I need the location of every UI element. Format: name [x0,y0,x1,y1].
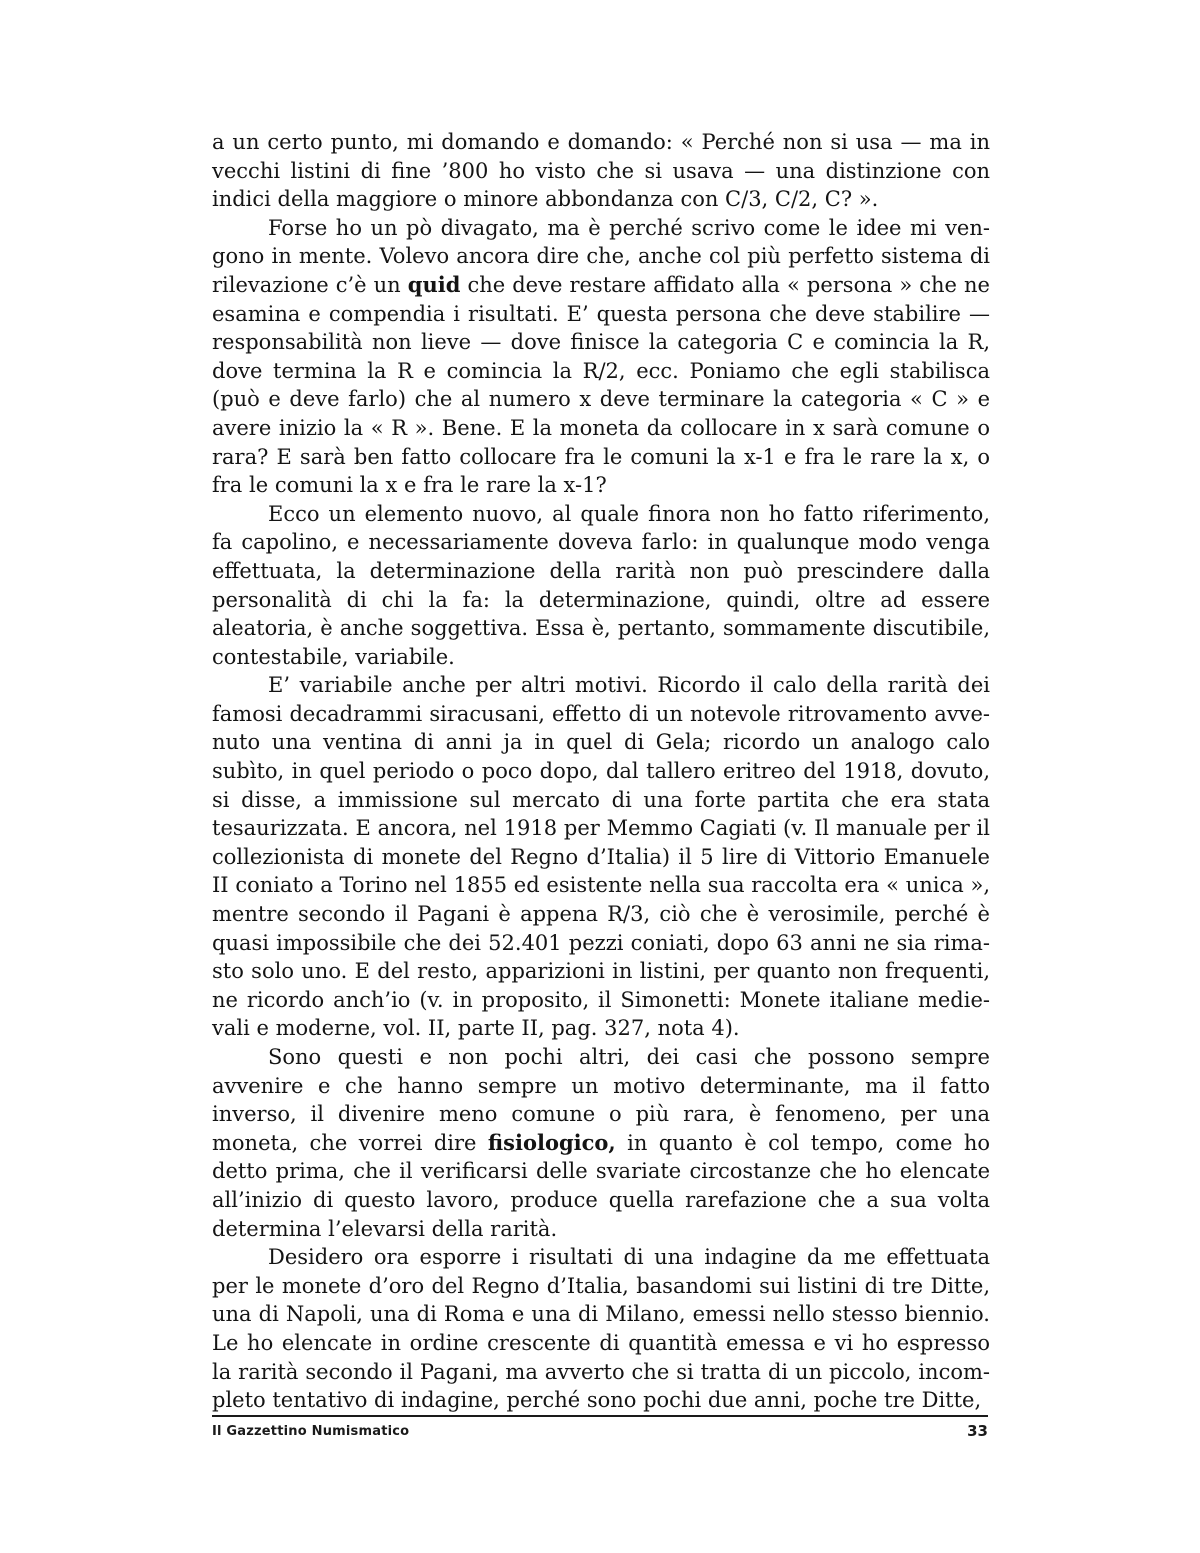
paragraph-text: a un certo punto, mi domando e domando: « Perché non si usa — ma in vecchi listini di fine ’800 ho visto che si usava — una distinzione con indici della maggiore o minore abbondanza con C/3, C/2, C? ». [212,130,990,212]
paragraph [212,1243,990,1415]
paragraph [212,128,990,214]
bold-term: quid [407,271,461,297]
paragraph-text: Desidero ora esporre i risultati di una indagine da me effettuata per le monete d’oro del Regno d’Italia, basandomi sui listini di tre Ditte, una di Napoli, una di Roma e una di Milano, emessi nello stesso biennio. Le ho elencate in ordine crescente di quantità emessa e vi ho espresso la rarità secondo il Pagani, ma avverto che si tratta di un piccolo, incompleto tentativo di indagine, perché sono pochi due anni, poche tre Ditte, [212,1245,990,1413]
page-number: 33 [967,1422,988,1440]
paragraph [212,214,990,500]
paragraph-text: Forse ho un pò divagato, ma è perché scrivo come le idee mi vengono in mente. Volevo ancora dire che, anche col più perfetto sistema di rilevazione c’è un [212,215,990,297]
paragraph [212,500,990,672]
body-text [212,128,990,1415]
paragraph [212,1043,990,1243]
footer-divider [212,1415,988,1417]
paragraph-text: Ecco un elemento nuovo, al quale finora non ho fatto riferimento, fa capolino, e necessariamente doveva farlo: in qualunque modo venga effettuata, la determinazione della rarità non può prescindere dalla personalità di chi la fa: la determinazione, quindi, oltre ad essere aleatoria, è anche soggettiva. Essa è, pertanto, sommamente discutibile, contestabile, variabile. [212,501,990,669]
paragraph-text: E’ variabile anche per altri motivi. Ricordo il calo della rarità dei famosi decadrammi siracusani, effetto di un notevole ritrovamento avvenuto una ventina di anni ja in quel di Gela; ricordo un analogo calo subìto, in quel periodo o poco dopo, dal tallero eritreo del 1918, dovuto, si disse, a immissione sul mercato di una forte partita che era stata tesaurizzata. E ancora, nel 1918 per Memmo Cagiati (v. Il manuale per il collezionista di monete del Regno d’Italia) il 5 lire di Vittorio Emanuele II coniato a Torino nel 1855 ed esistente nella sua raccolta era « unica », mentre secondo il Pagani è appena R/3, ciò che è verosimile, perché è quasi impossibile che dei 52.401 pezzi coniati, dopo 63 anni ne sia rimasto solo uno. E del resto, apparizioni in listini, per quanto non frequenti, ne ricordo anch’io (v. in proposito, il Simonetti: Monete italiane medievali e moderne, vol. II, parte II, pag. 327, nota 4). [212,673,990,1041]
paragraph-text: che deve restare affidato alla « persona » che ne esamina e compendia i risultati. E’ questa persona che deve stabilire — responsabilità non lieve — dove finisce la categoria C e comincia la R, dove termina la R e comincia la R/2, ecc. Poniamo che egli stabilisca (può e deve farlo) che al numero x deve terminare la categoria « C » e avere inizio la « R ». Bene. E la moneta da collocare in x sarà comune o rara? E sarà ben fatto collocare fra le comuni la x-1 e fra le rare la x, o fra le comuni la x e fra le rare la x-1? [212,272,990,498]
paragraph [212,671,990,1043]
paragraph-text: in quanto è col tempo, come ho detto prima, che il verificarsi delle svariate circostanze che ho elencate all’inizio di questo lavoro, produce quella rarefazione che a sua volta determina l’elevarsi della rarità. [212,1130,990,1241]
paragraph-text: Sono questi e non pochi altri, dei casi che possono sempre avvenire e che hanno sempre un motivo determinante, ma il fatto inverso, il divenire meno comune o più rara, è fenomeno, per una moneta, che vorrei dire [212,1045,990,1155]
footer-journal-title: Il Gazzettino Numismatico [212,1424,410,1439]
bold-term: fisiologico, [487,1129,616,1155]
